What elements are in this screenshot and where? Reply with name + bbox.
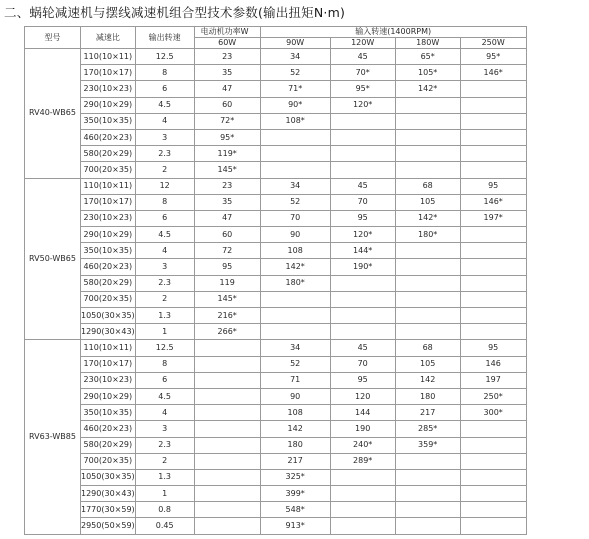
ratio-cell: 290(10×29) bbox=[81, 97, 136, 113]
torque-cell bbox=[330, 486, 395, 502]
torque-cell bbox=[395, 129, 460, 145]
ratio-cell: 170(10×17) bbox=[81, 194, 136, 210]
torque-cell: 190* bbox=[330, 259, 395, 275]
torque-cell: 70* bbox=[330, 65, 395, 81]
torque-cell: 197 bbox=[460, 372, 526, 388]
ratio-cell: 580(20×29) bbox=[81, 437, 136, 453]
header-power-250w: 250W bbox=[460, 38, 526, 49]
header-power-120w: 120W bbox=[330, 38, 395, 49]
torque-cell bbox=[395, 113, 460, 129]
ratio-cell: 350(10×35) bbox=[81, 405, 136, 421]
torque-cell bbox=[260, 146, 330, 162]
table-row bbox=[25, 388, 527, 404]
ratio-cell: 110(10×11) bbox=[81, 49, 136, 65]
table-row bbox=[25, 97, 527, 113]
torque-cell bbox=[395, 162, 460, 178]
torque-cell: 217 bbox=[395, 405, 460, 421]
torque-cell bbox=[460, 437, 526, 453]
torque-cell bbox=[395, 324, 460, 340]
table-row bbox=[25, 275, 527, 291]
header-output-speed: 输出转速 bbox=[135, 27, 194, 49]
torque-cell: 913* bbox=[260, 518, 330, 534]
ratio-cell: 290(10×29) bbox=[81, 227, 136, 243]
torque-cell bbox=[330, 291, 395, 307]
table-row bbox=[25, 194, 527, 210]
torque-cell: 250* bbox=[460, 388, 526, 404]
torque-cell bbox=[194, 356, 260, 372]
torque-cell bbox=[330, 308, 395, 324]
torque-cell bbox=[395, 259, 460, 275]
speed-cell: 6 bbox=[135, 372, 194, 388]
torque-cell: 52 bbox=[260, 356, 330, 372]
torque-cell bbox=[330, 518, 395, 534]
ratio-cell: 1770(30×59) bbox=[81, 502, 136, 518]
torque-cell: 240* bbox=[330, 437, 395, 453]
ratio-cell: 460(20×23) bbox=[81, 421, 136, 437]
ratio-cell: 110(10×11) bbox=[81, 340, 136, 356]
torque-cell: 146 bbox=[460, 356, 526, 372]
table-row bbox=[25, 453, 527, 469]
table-row bbox=[25, 486, 527, 502]
torque-cell bbox=[330, 502, 395, 518]
torque-cell: 95 bbox=[330, 210, 395, 226]
table-row bbox=[25, 421, 527, 437]
torque-cell bbox=[460, 421, 526, 437]
torque-cell: 52 bbox=[260, 65, 330, 81]
speed-cell: 4 bbox=[135, 405, 194, 421]
speed-cell: 2.3 bbox=[135, 275, 194, 291]
torque-cell bbox=[460, 291, 526, 307]
torque-cell bbox=[194, 372, 260, 388]
speed-cell: 3 bbox=[135, 421, 194, 437]
table-row bbox=[25, 162, 527, 178]
ratio-cell: 230(10×23) bbox=[81, 81, 136, 97]
torque-cell bbox=[395, 486, 460, 502]
torque-cell bbox=[460, 227, 526, 243]
ratio-cell: 170(10×17) bbox=[81, 356, 136, 372]
torque-cell: 217 bbox=[260, 453, 330, 469]
torque-cell: 70 bbox=[330, 194, 395, 210]
torque-cell: 105 bbox=[395, 356, 460, 372]
table-row bbox=[25, 502, 527, 518]
torque-cell: 71* bbox=[260, 81, 330, 97]
torque-cell: 65* bbox=[395, 49, 460, 65]
torque-cell: 190 bbox=[330, 421, 395, 437]
torque-cell: 95 bbox=[330, 372, 395, 388]
torque-cell bbox=[330, 275, 395, 291]
model-cell: RV40-WB65 bbox=[25, 49, 81, 179]
ratio-cell: 700(20×35) bbox=[81, 453, 136, 469]
table-row bbox=[25, 372, 527, 388]
torque-cell: 45 bbox=[330, 49, 395, 65]
torque-cell: 119 bbox=[194, 275, 260, 291]
torque-cell bbox=[460, 243, 526, 259]
speed-cell: 0.8 bbox=[135, 502, 194, 518]
torque-cell: 300* bbox=[460, 405, 526, 421]
torque-cell: 95* bbox=[194, 129, 260, 145]
torque-cell: 548* bbox=[260, 502, 330, 518]
torque-cell: 142 bbox=[260, 421, 330, 437]
torque-cell: 23 bbox=[194, 49, 260, 65]
speed-cell: 2 bbox=[135, 162, 194, 178]
table-row bbox=[25, 65, 527, 81]
torque-cell: 90 bbox=[260, 388, 330, 404]
ratio-cell: 1290(30×43) bbox=[81, 324, 136, 340]
torque-cell bbox=[330, 146, 395, 162]
torque-cell: 60 bbox=[194, 227, 260, 243]
spec-table-body bbox=[25, 27, 527, 535]
speed-cell: 8 bbox=[135, 65, 194, 81]
torque-cell bbox=[395, 97, 460, 113]
torque-cell: 47 bbox=[194, 81, 260, 97]
table-row bbox=[25, 259, 527, 275]
table-row bbox=[25, 129, 527, 145]
table-row bbox=[25, 243, 527, 259]
table-row bbox=[25, 405, 527, 421]
ratio-cell: 350(10×35) bbox=[81, 113, 136, 129]
torque-cell: 34 bbox=[260, 340, 330, 356]
torque-cell: 52 bbox=[260, 194, 330, 210]
ratio-cell: 460(20×23) bbox=[81, 259, 136, 275]
torque-cell: 108* bbox=[260, 113, 330, 129]
table-row bbox=[25, 324, 527, 340]
torque-cell bbox=[460, 308, 526, 324]
torque-cell: 95* bbox=[460, 49, 526, 65]
speed-cell: 6 bbox=[135, 210, 194, 226]
torque-cell: 35 bbox=[194, 194, 260, 210]
torque-cell: 23 bbox=[194, 178, 260, 194]
torque-cell bbox=[460, 324, 526, 340]
torque-cell bbox=[460, 97, 526, 113]
torque-cell: 144* bbox=[330, 243, 395, 259]
torque-cell bbox=[330, 129, 395, 145]
speed-cell: 1 bbox=[135, 324, 194, 340]
speed-cell: 4.5 bbox=[135, 227, 194, 243]
ratio-cell: 2950(50×59) bbox=[81, 518, 136, 534]
speed-cell: 4 bbox=[135, 243, 194, 259]
torque-cell bbox=[460, 275, 526, 291]
page-title: 二、蜗轮减速机与摆线减速机组合型技术参数(输出扭矩N·m) bbox=[4, 5, 346, 20]
torque-cell bbox=[395, 275, 460, 291]
torque-cell bbox=[460, 486, 526, 502]
header-motor-power: 电动机功率W bbox=[194, 27, 260, 38]
torque-cell bbox=[194, 502, 260, 518]
torque-cell: 35 bbox=[194, 65, 260, 81]
header-ratio: 减速比 bbox=[81, 27, 136, 49]
torque-cell: 142* bbox=[395, 210, 460, 226]
torque-cell bbox=[194, 469, 260, 485]
torque-cell bbox=[194, 453, 260, 469]
torque-cell bbox=[395, 518, 460, 534]
torque-cell: 180 bbox=[260, 437, 330, 453]
speed-cell: 1.3 bbox=[135, 308, 194, 324]
table-row bbox=[25, 518, 527, 534]
speed-cell: 12.5 bbox=[135, 340, 194, 356]
speed-cell: 1 bbox=[135, 486, 194, 502]
torque-cell: 45 bbox=[330, 340, 395, 356]
speed-cell: 8 bbox=[135, 356, 194, 372]
torque-cell: 105* bbox=[395, 65, 460, 81]
torque-cell bbox=[194, 405, 260, 421]
spec-table bbox=[24, 26, 527, 535]
ratio-cell: 700(20×35) bbox=[81, 291, 136, 307]
torque-cell: 180 bbox=[395, 388, 460, 404]
ratio-cell: 1290(30×43) bbox=[81, 486, 136, 502]
torque-cell bbox=[194, 518, 260, 534]
torque-cell: 142 bbox=[395, 372, 460, 388]
speed-cell: 2.3 bbox=[135, 437, 194, 453]
torque-cell bbox=[194, 486, 260, 502]
table-row bbox=[25, 113, 527, 129]
ratio-cell: 1050(30×35) bbox=[81, 308, 136, 324]
torque-cell bbox=[194, 421, 260, 437]
speed-cell: 3 bbox=[135, 259, 194, 275]
torque-cell: 216* bbox=[194, 308, 260, 324]
speed-cell: 2 bbox=[135, 291, 194, 307]
ratio-cell: 1050(30×35) bbox=[81, 469, 136, 485]
torque-cell bbox=[460, 453, 526, 469]
torque-cell bbox=[460, 259, 526, 275]
speed-cell: 2.3 bbox=[135, 146, 194, 162]
torque-cell: 70 bbox=[330, 356, 395, 372]
torque-cell: 68 bbox=[395, 178, 460, 194]
torque-cell: 197* bbox=[460, 210, 526, 226]
torque-cell: 145* bbox=[194, 291, 260, 307]
speed-cell: 6 bbox=[135, 81, 194, 97]
ratio-cell: 170(10×17) bbox=[81, 65, 136, 81]
table-row bbox=[25, 178, 527, 194]
header-input-speed: 输入转速(1400RPM) bbox=[260, 27, 526, 38]
torque-cell bbox=[330, 324, 395, 340]
header-row-1 bbox=[25, 27, 527, 38]
torque-cell: 266* bbox=[194, 324, 260, 340]
table-row bbox=[25, 308, 527, 324]
torque-cell: 120 bbox=[330, 388, 395, 404]
torque-cell: 120* bbox=[330, 227, 395, 243]
torque-cell: 145* bbox=[194, 162, 260, 178]
torque-cell bbox=[460, 518, 526, 534]
speed-cell: 4.5 bbox=[135, 388, 194, 404]
torque-cell bbox=[395, 308, 460, 324]
torque-cell bbox=[194, 388, 260, 404]
torque-cell bbox=[260, 291, 330, 307]
ratio-cell: 580(20×29) bbox=[81, 146, 136, 162]
ratio-cell: 580(20×29) bbox=[81, 275, 136, 291]
speed-cell: 12 bbox=[135, 178, 194, 194]
torque-cell: 325* bbox=[260, 469, 330, 485]
header-power-90w: 90W bbox=[260, 38, 330, 49]
torque-cell: 95* bbox=[330, 81, 395, 97]
torque-cell: 119* bbox=[194, 146, 260, 162]
torque-cell bbox=[330, 113, 395, 129]
torque-cell: 95 bbox=[460, 340, 526, 356]
speed-cell: 8 bbox=[135, 194, 194, 210]
torque-cell: 95 bbox=[460, 178, 526, 194]
torque-cell: 142* bbox=[260, 259, 330, 275]
torque-cell bbox=[460, 113, 526, 129]
torque-cell bbox=[395, 146, 460, 162]
torque-cell bbox=[330, 162, 395, 178]
torque-cell: 45 bbox=[330, 178, 395, 194]
speed-cell: 1.3 bbox=[135, 469, 194, 485]
torque-cell: 68 bbox=[395, 340, 460, 356]
torque-cell bbox=[460, 502, 526, 518]
model-cell: RV63-WB85 bbox=[25, 340, 81, 534]
torque-cell bbox=[395, 243, 460, 259]
ratio-cell: 290(10×29) bbox=[81, 388, 136, 404]
torque-cell bbox=[330, 469, 395, 485]
torque-cell: 146* bbox=[460, 65, 526, 81]
torque-cell bbox=[260, 308, 330, 324]
speed-cell: 12.5 bbox=[135, 49, 194, 65]
torque-cell bbox=[460, 162, 526, 178]
torque-cell bbox=[260, 129, 330, 145]
table-row bbox=[25, 227, 527, 243]
torque-cell bbox=[260, 324, 330, 340]
torque-cell: 60 bbox=[194, 97, 260, 113]
speed-cell: 3 bbox=[135, 129, 194, 145]
torque-cell: 144 bbox=[330, 405, 395, 421]
torque-cell: 399* bbox=[260, 486, 330, 502]
table-row bbox=[25, 81, 527, 97]
torque-cell: 142* bbox=[395, 81, 460, 97]
torque-cell: 289* bbox=[330, 453, 395, 469]
torque-cell: 90* bbox=[260, 97, 330, 113]
ratio-cell: 230(10×23) bbox=[81, 210, 136, 226]
ratio-cell: 460(20×23) bbox=[81, 129, 136, 145]
torque-cell: 180* bbox=[395, 227, 460, 243]
ratio-cell: 350(10×35) bbox=[81, 243, 136, 259]
torque-cell bbox=[194, 340, 260, 356]
ratio-cell: 110(10×11) bbox=[81, 178, 136, 194]
ratio-cell: 700(20×35) bbox=[81, 162, 136, 178]
table-row bbox=[25, 437, 527, 453]
torque-cell bbox=[260, 162, 330, 178]
torque-cell bbox=[194, 437, 260, 453]
torque-cell bbox=[460, 469, 526, 485]
speed-cell: 2 bbox=[135, 453, 194, 469]
torque-cell: 34 bbox=[260, 49, 330, 65]
torque-cell: 70 bbox=[260, 210, 330, 226]
model-cell: RV50-WB65 bbox=[25, 178, 81, 340]
torque-cell: 90 bbox=[260, 227, 330, 243]
torque-cell: 71 bbox=[260, 372, 330, 388]
table-row bbox=[25, 210, 527, 226]
torque-cell bbox=[395, 291, 460, 307]
header-model: 型号 bbox=[25, 27, 81, 49]
ratio-cell: 230(10×23) bbox=[81, 372, 136, 388]
torque-cell: 120* bbox=[330, 97, 395, 113]
torque-cell: 95 bbox=[194, 259, 260, 275]
torque-cell: 105 bbox=[395, 194, 460, 210]
torque-cell bbox=[460, 81, 526, 97]
speed-cell: 4.5 bbox=[135, 97, 194, 113]
torque-cell: 359* bbox=[395, 437, 460, 453]
table-row bbox=[25, 291, 527, 307]
torque-cell: 72 bbox=[194, 243, 260, 259]
table-row bbox=[25, 49, 527, 65]
table-row bbox=[25, 340, 527, 356]
table-row bbox=[25, 146, 527, 162]
torque-cell bbox=[395, 453, 460, 469]
header-power-180w: 180W bbox=[395, 38, 460, 49]
torque-cell bbox=[395, 502, 460, 518]
table-row bbox=[25, 469, 527, 485]
header-power-60w: 60W bbox=[194, 38, 260, 49]
torque-cell: 34 bbox=[260, 178, 330, 194]
torque-cell: 108 bbox=[260, 405, 330, 421]
torque-cell: 47 bbox=[194, 210, 260, 226]
torque-cell bbox=[460, 129, 526, 145]
table-row bbox=[25, 356, 527, 372]
torque-cell bbox=[460, 146, 526, 162]
torque-cell: 108 bbox=[260, 243, 330, 259]
torque-cell bbox=[395, 469, 460, 485]
speed-cell: 4 bbox=[135, 113, 194, 129]
torque-cell: 285* bbox=[395, 421, 460, 437]
speed-cell: 0.45 bbox=[135, 518, 194, 534]
torque-cell: 146* bbox=[460, 194, 526, 210]
torque-cell: 72* bbox=[194, 113, 260, 129]
torque-cell: 180* bbox=[260, 275, 330, 291]
